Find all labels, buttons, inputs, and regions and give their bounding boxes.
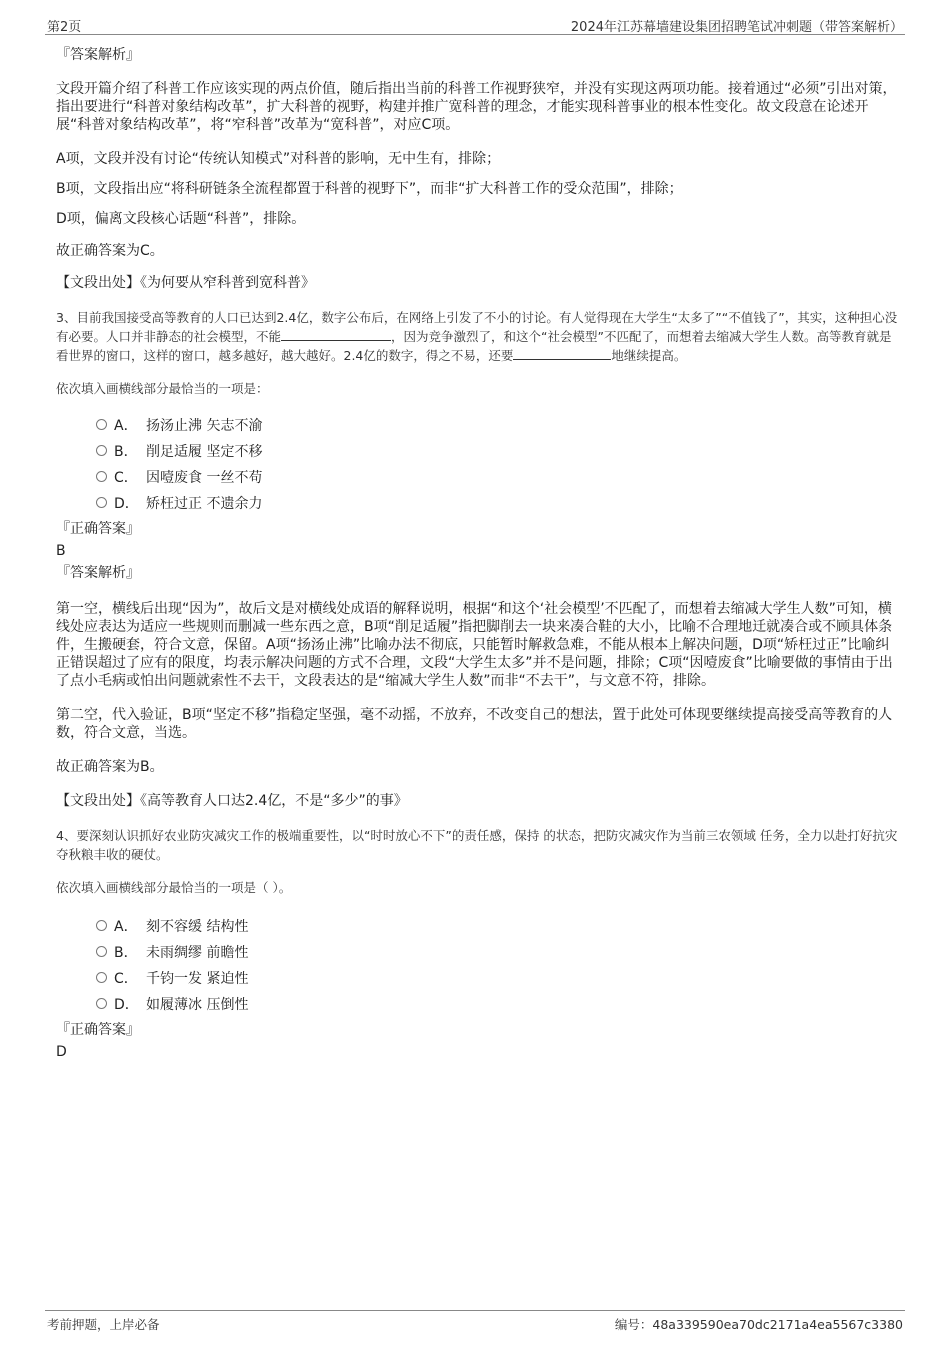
- document-title: 2024年江苏幕墙建设集团招聘笔试冲刺题（带答案解析）: [570, 20, 903, 35]
- radio-icon[interactable]: [96, 946, 107, 957]
- option-d[interactable]: D． 矫枉过正 不遗余力: [56, 490, 898, 516]
- question-stem: 3、目前我国接受高等教育的人口已达到2.4亿，数字公布后，在网络上引发了不小的讨论。有人觉得现在大学生“太多了”“不值钱了”，其实，这种担心没有必要。人口并非静态的社会模型，不能 ，因为竞争激烈了，和这个“社会模型”不匹配了，而想着去缩减大学生人数。高等教育就是看世界的窗口，这样的窗口，越多越好，越大越好。2.4亿的数字，得之不易，还要 地继续提高。: [56, 310, 898, 363]
- answer-heading: 『正确答案』: [56, 521, 140, 537]
- page-content: [56, 46, 898, 1061]
- question-stem: 4、要深刻认识抓好农业防灾减灾工作的极端重要性，以“时时放心不下”的责任感，保持 的状态，把防灾减灾作为当前三农领域 任务，全力以赴打好抗灾夺秋粮丰收的硬仗。: [56, 828, 898, 862]
- document-id: 编号：48a339590ea70dc2171a4ea5567c3380: [614, 1317, 903, 1332]
- radio-icon[interactable]: [96, 972, 107, 983]
- analysis-heading: 『答案解析』: [56, 565, 140, 581]
- radio-icon[interactable]: [96, 471, 107, 482]
- radio-icon[interactable]: [96, 998, 107, 1009]
- analysis-paragraph: 第一空，横线后出现“因为”，故后文是对横线处成语的解释说明，根据“和这个‘社会模型’不匹配了，而想着去缩减大学生人数”可知，横线处应表达为适应一些规则而删减一些东西之意，B项“削足适履”指把脚削去一块来凑合鞋的大小，比喻不合理地迁就凑合或不顾具体条件，生搬硬套，符合文意，保留。A项“扬汤止沸”比喻办法不彻底，只能暂时解救急难，不能从根本上解决问题，D项“矫枉过正”比喻纠正错误超过了应有的限度，均表示解决问题的方式不合理，文段“大学生太多”并不是问题，排除；C项“因噎废食”比喻要做的事情由于出了点小毛病或怕出问题就索性不去干，文段表达的是“缩减大学生人数”而非“不去干”，与文意不符，排除。: [56, 601, 893, 689]
- option-d[interactable]: D． 如履薄冰 压倒性: [56, 991, 898, 1017]
- question-prompt: 依次填入画横线部分最恰当的一项是：: [56, 381, 269, 396]
- radio-icon[interactable]: [96, 445, 107, 456]
- conclusion: 故正确答案为B。: [56, 759, 164, 775]
- page-header: [45, 14, 905, 35]
- analysis-paragraph: A项，文段并没有讨论“传统认知模式”对科普的影响，无中生有，排除；: [56, 151, 501, 167]
- footer-slogan: 考前押题，上岸必备: [47, 1317, 160, 1332]
- analysis-paragraph: 第二空，代入验证，B项“坚定不移”指稳定坚强，毫不动摇，不放弃，不改变自己的想法，置于此处可体现要继续提高接受高等教育的人数，符合文意，当选。: [56, 707, 893, 741]
- radio-icon[interactable]: [96, 497, 107, 508]
- page-number: 第2页: [47, 20, 82, 35]
- source: 【文段出处】《为何要从窄科普到宽科普》: [56, 275, 315, 291]
- radio-icon[interactable]: [96, 419, 107, 430]
- answer-value: B: [56, 543, 66, 559]
- option-a[interactable]: A． 刻不容缓 结构性: [56, 913, 898, 939]
- analysis-heading: 『答案解析』: [56, 47, 140, 63]
- option-c[interactable]: C． 因噎废食 一丝不苟: [56, 464, 898, 490]
- question-prompt: 依次填入画横线部分最恰当的一项是（ ）。: [56, 880, 292, 895]
- radio-icon[interactable]: [96, 920, 107, 931]
- analysis-paragraph: B项，文段指出应“将科研链条全流程都置于科普的视野下”，而非“扩大科普工作的受众范围”，排除；: [56, 181, 683, 197]
- option-b[interactable]: B． 未雨绸缪 前瞻性: [56, 939, 898, 965]
- answer-value: D: [56, 1044, 67, 1060]
- option-a[interactable]: A． 扬汤止沸 矢志不渝: [56, 412, 898, 438]
- answer-heading: 『正确答案』: [56, 1022, 140, 1038]
- conclusion: 故正确答案为C。: [56, 243, 164, 259]
- analysis-paragraph: D项，偏离文段核心话题“科普”，排除。: [56, 211, 306, 227]
- blank-line: [513, 347, 611, 360]
- blank-line: [281, 328, 391, 341]
- source: 【文段出处】《高等教育人口达2.4亿，不是“多少”的事》: [56, 793, 408, 809]
- page-footer: [45, 1310, 905, 1331]
- option-c[interactable]: C． 千钧一发 紧迫性: [56, 965, 898, 991]
- option-b[interactable]: B． 削足适履 坚定不移: [56, 438, 898, 464]
- analysis-paragraph: 文段开篇介绍了科普工作应该实现的两点价值，随后指出当前的科普工作视野狭窄，并没有实现这两项功能。接着通过“必须”引出对策，指出要进行“科普对象结构改革”，扩大科普的视野，构建并推广宽科普的理念，才能实现科普事业的根本性变化。故文段意在论述开展“科普对象结构改革”，将“窄科普”改革为“宽科普”，对应C项。: [56, 81, 897, 133]
